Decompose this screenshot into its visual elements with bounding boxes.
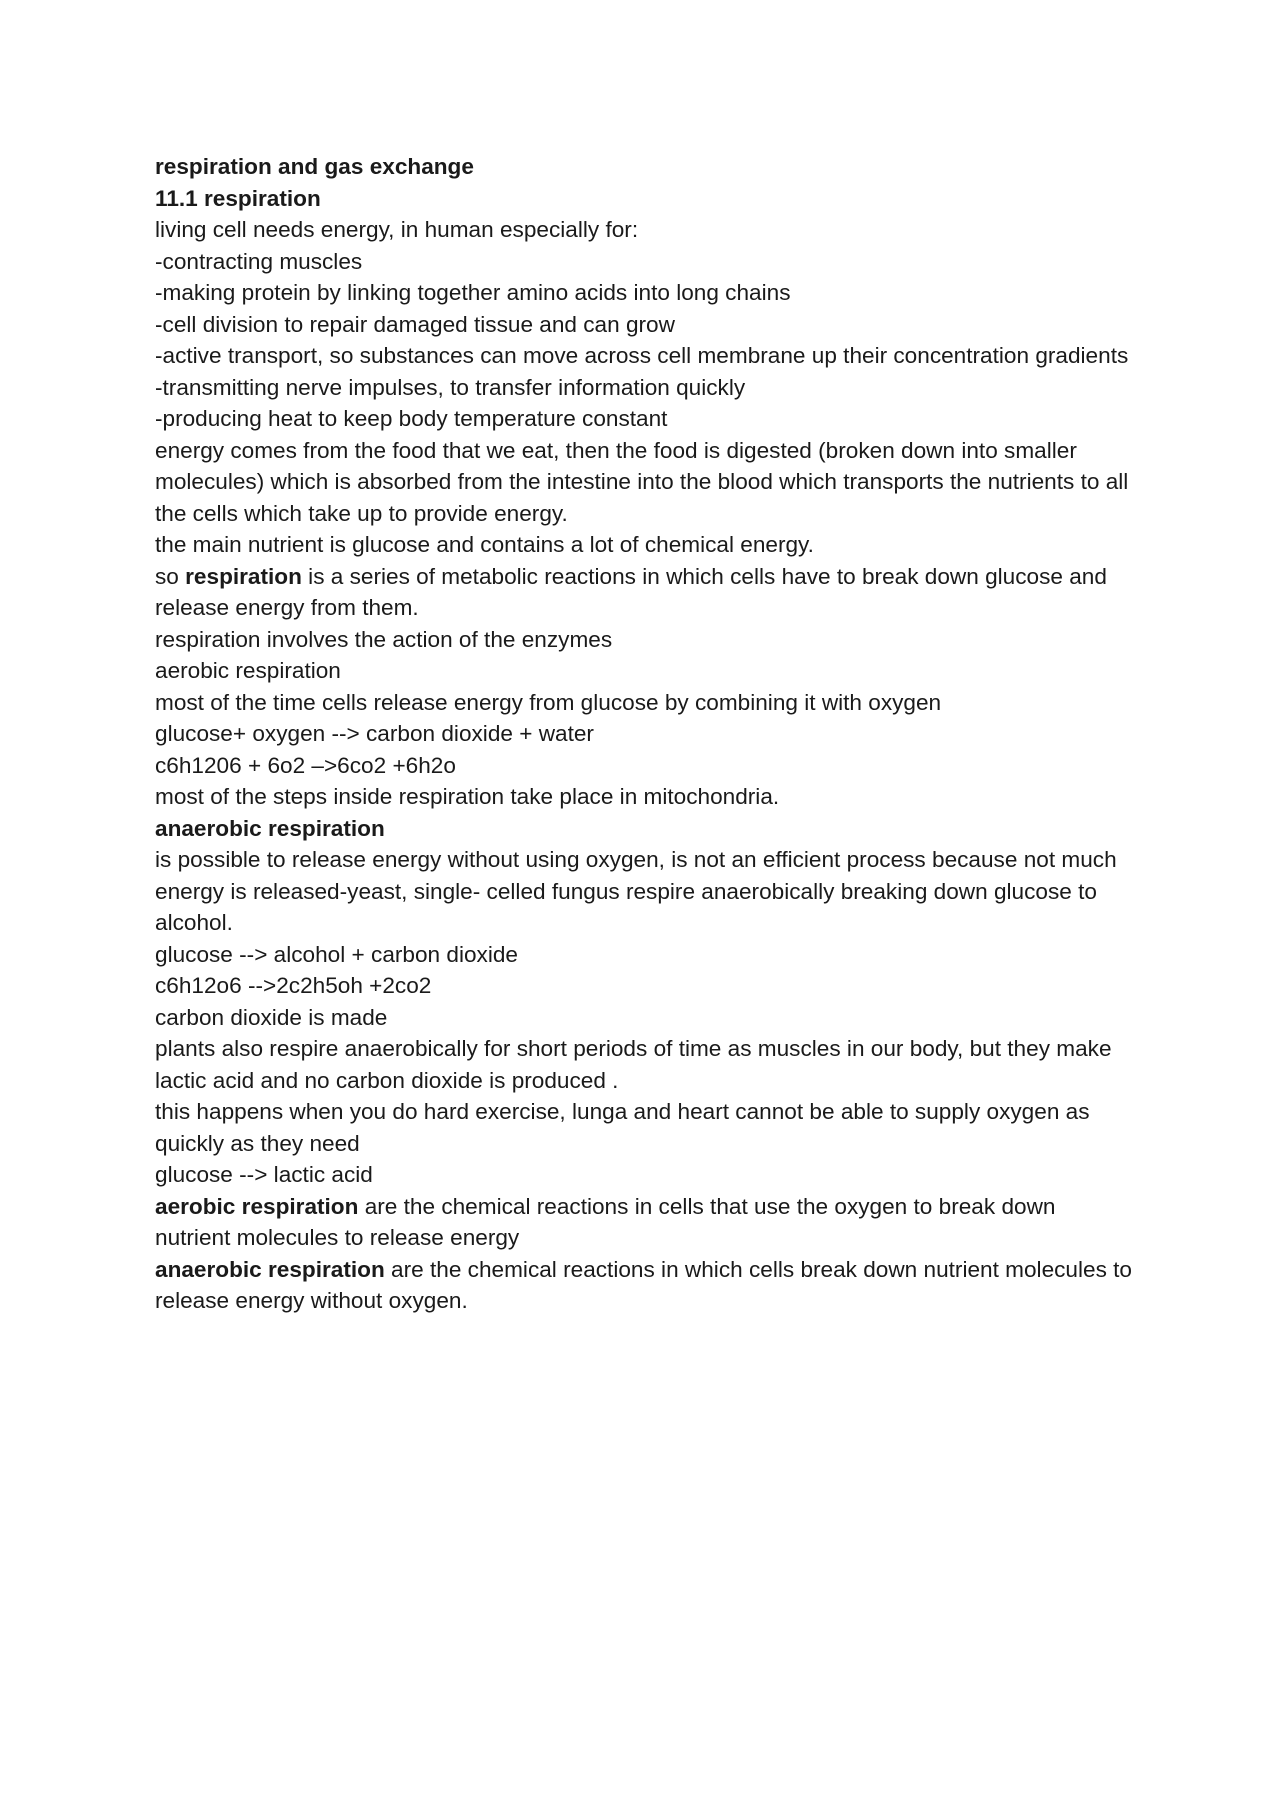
list-item: -active transport, so substances can move across cell membrane up their concentration gradients <box>155 343 1129 368</box>
document-page <box>155 151 1135 1317</box>
energy-source-paragraph: energy comes from the food that we eat, then the food is digested (broken down into smaller molecules) which is absorbed from the intestine into the blood which transports the nutrients to all the cells which take up to provide energy. <box>155 437 1129 526</box>
aerobic-description: most of the time cells release energy from glucose by combining it with oxygen <box>155 689 942 715</box>
main-nutrient-paragraph: the main nutrient is glucose and contains a lot of chemical energy. <box>155 532 814 557</box>
anaerobic-description: is possible to release energy without using oxygen, is not an efficient process because not much energy is released-yeast, single- celled fungus respire anaerobically breaking down glucose to alcohol. <box>155 847 1117 935</box>
anaerobic-heading: anaerobic respiration <box>155 815 385 841</box>
anaerobic-def-term: anaerobic respiration <box>155 1256 385 1282</box>
aerobic-heading: aerobic respiration <box>155 658 341 683</box>
respiration-def-rest: is a series of metabolic reactions in which cells have to break down glucose and release energy from them. <box>155 563 1107 620</box>
aerobic-definition <box>155 1191 1135 1254</box>
yeast-chemical-equation: c6h12o6 -->2c2h5oh +2co2 <box>155 973 432 998</box>
plants-paragraph: plants also respire anaerobically for short periods of time as muscles in our body, but they make lactic acid and no carbon dioxide is produced . <box>155 1036 1112 1093</box>
co2-made-paragraph: carbon dioxide is made <box>155 1004 388 1030</box>
aerobic-def-term: aerobic respiration <box>155 1193 359 1219</box>
exercise-paragraph: this happens when you do hard exercise, lunga and heart cannot be able to supply oxygen as quickly as they need <box>155 1099 1090 1156</box>
enzymes-paragraph: respiration involves the action of the enzymes <box>155 626 613 652</box>
list-item: -transmitting nerve impulses, to transfer information quickly <box>155 374 746 400</box>
aerobic-chemical-equation: c6h1206 + 6o2 –>6co2 +6h2o <box>155 752 456 778</box>
anaerobic-definition <box>155 1254 1135 1317</box>
document-title: respiration and gas exchange <box>155 154 474 179</box>
mitochondria-paragraph: most of the steps inside respiration take place in mitochondria. <box>155 784 780 809</box>
intro-text: living cell needs energy, in human especially for: <box>155 217 639 242</box>
respiration-term: respiration <box>185 563 302 589</box>
list-item: -producing heat to keep body temperature constant <box>155 406 668 431</box>
aerobic-word-equation: glucose+ oxygen --> carbon dioxide + water <box>155 721 594 746</box>
respiration-definition <box>155 561 1135 624</box>
list-item: -cell division to repair damaged tissue and can grow <box>155 311 675 337</box>
lactic-acid-equation: glucose --> lactic acid <box>155 1162 373 1187</box>
section-heading: 11.1 respiration <box>155 185 321 211</box>
yeast-word-equation: glucose --> alcohol + carbon dioxide <box>155 941 518 967</box>
list-item: -contracting muscles <box>155 248 363 274</box>
aerobic-def-rest: are the chemical reactions in cells that use the oxygen to break down nutrient molecules to release energy <box>155 1193 1056 1250</box>
anaerobic-def-rest: are the chemical reactions in which cells break down nutrient molecules to release energy without oxygen. <box>155 1256 1132 1313</box>
list-item: -making protein by linking together amino acids into long chains <box>155 280 791 305</box>
respiration-def-prefix: so <box>155 563 186 589</box>
